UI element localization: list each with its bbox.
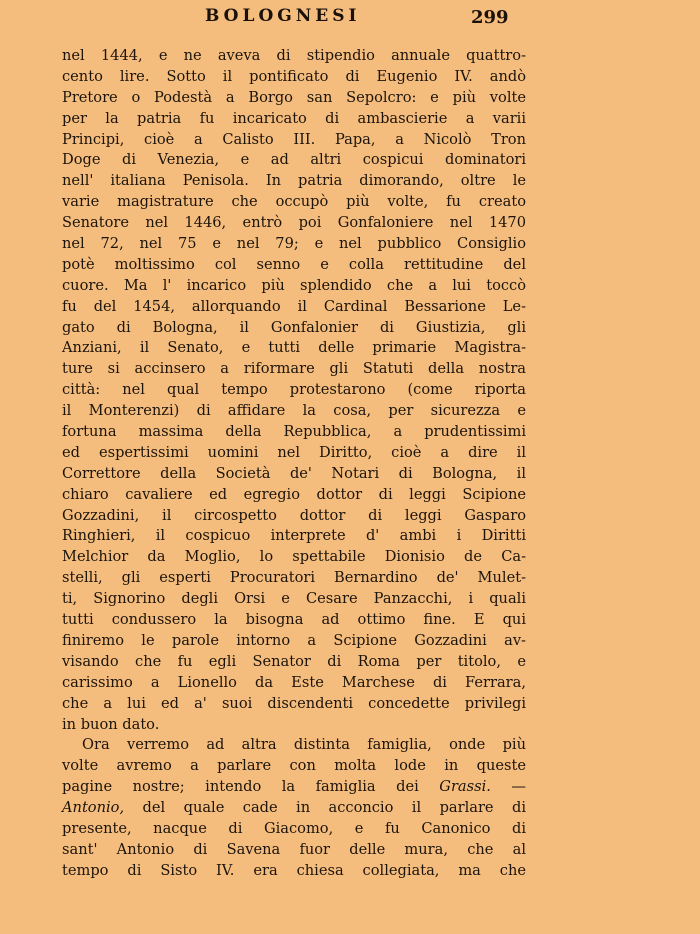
- text-line: città: nel qual tempo protestarono (come riporta: [62, 381, 526, 399]
- text-line: volte avremo a parlare con molta lode in queste: [62, 757, 526, 775]
- text-line: Correttore della Società de' Notari di Bologna, il: [62, 464, 526, 482]
- text-line: tutti condussero la bisogna ad ottimo fine. E qui: [62, 611, 526, 629]
- text-line: che a lui ed a' suoi discendenti concedette privilegi: [62, 694, 526, 712]
- text-line: Gozzadini, il circospetto dottor di leggi Gasparo: [62, 506, 526, 524]
- text-line: [62, 798, 526, 819]
- text-line: potè moltissimo col senno e colla rettitudine del: [62, 255, 526, 273]
- text-line: Ora verremo ad altra distinta famiglia, onde più: [82, 736, 526, 754]
- em-dash: —: [490, 778, 527, 796]
- paragraph-2: [62, 735, 526, 881]
- page-number: 299: [471, 7, 509, 28]
- text-line: chiaro cavaliere ed egregio dottor di leggi Scipione: [62, 485, 526, 503]
- text-line: gato di Bologna, il Gonfalonier di Giustizia, gli: [62, 318, 526, 336]
- text-line: Melchior da Moglio, lo spettabile Dionisio de Ca-: [62, 548, 526, 566]
- text-line: Anziani, il Senato, e tutti delle primarie Magistra-: [62, 339, 526, 357]
- text-line: cuore. Ma l' incarico più splendido che a lui toccò: [62, 276, 526, 294]
- family-name: Grassi.: [439, 778, 491, 796]
- person-name: Antonio,: [62, 799, 125, 817]
- text-line: Doge di Venezia, e ad altri cospicui dominatori: [62, 151, 526, 169]
- text-line: varie magistrature che occupò più volte, fu creato: [62, 193, 526, 211]
- text-line: ti, Signorino degli Orsi e Cesare Panzacchi, i quali: [62, 590, 526, 608]
- text-line: Pretore o Podestà a Borgo san Sepolcro: e più volte: [62, 88, 526, 106]
- running-title: BOLOGNESI: [205, 6, 361, 26]
- text-line: il Monterenzi) di affidare la cosa, per sicurezza e: [62, 402, 526, 420]
- text-line: ture si accinsero a riformare gli Statuti della nostra: [62, 360, 526, 378]
- body-text: [62, 46, 526, 882]
- paragraph-1: [62, 46, 526, 735]
- text-run: del quale cade in acconcio il parlare di: [142, 799, 527, 817]
- text-line: cento lire. Sotto il pontificato di Eugenio IV. andò: [62, 67, 526, 85]
- text-line: Principi, cioè a Calisto III. Papa, a Nicolò Tron: [62, 130, 526, 148]
- text-line: visando che fu egli Senator di Roma per titolo, e: [62, 652, 526, 670]
- text-line: Ringhieri, il cospicuo interprete d' ambi i Diritti: [62, 527, 526, 545]
- text-line: finiremo le parole intorno a Scipione Gozzadini av-: [62, 631, 526, 649]
- text-line: Senatore nel 1446, entrò poi Gonfaloniere nel 1470: [62, 214, 526, 232]
- text-line: [62, 777, 526, 798]
- text-line: stelli, gli esperti Procuratori Bernardino de' Mulet-: [62, 569, 526, 587]
- text-run: pagine nostre; intendo la famiglia dei: [62, 778, 440, 796]
- text-line: per la patria fu incaricato di ambascierie a varii: [62, 109, 526, 127]
- text-line: fu del 1454, allorquando il Cardinal Bessarione Le-: [62, 297, 526, 315]
- text-line: fortuna massima della Repubblica, a prudentissimi: [62, 423, 526, 441]
- text-line: tempo di Sisto IV. era chiesa collegiata, ma che: [62, 861, 526, 879]
- text-line: nell' italiana Penisola. In patria dimorando, oltre le: [62, 172, 526, 190]
- text-line: nel 72, nel 75 e nel 79; e nel pubblico Consiglio: [62, 235, 526, 253]
- text-line: carissimo a Lionello da Este Marchese di Ferrara,: [62, 673, 526, 691]
- text-line: in buon dato.: [62, 715, 160, 733]
- text-line: sant' Antonio di Savena fuor delle mura, che al: [62, 840, 526, 858]
- text-line: nel 1444, e ne aveva di stipendio annuale quattro-: [62, 47, 526, 64]
- text-line: ed espertissimi uomini nel Diritto, cioè a dire il: [62, 443, 526, 461]
- page-header: [0, 6, 700, 32]
- text-line: presente, nacque di Giacomo, e fu Canonico di: [62, 819, 526, 837]
